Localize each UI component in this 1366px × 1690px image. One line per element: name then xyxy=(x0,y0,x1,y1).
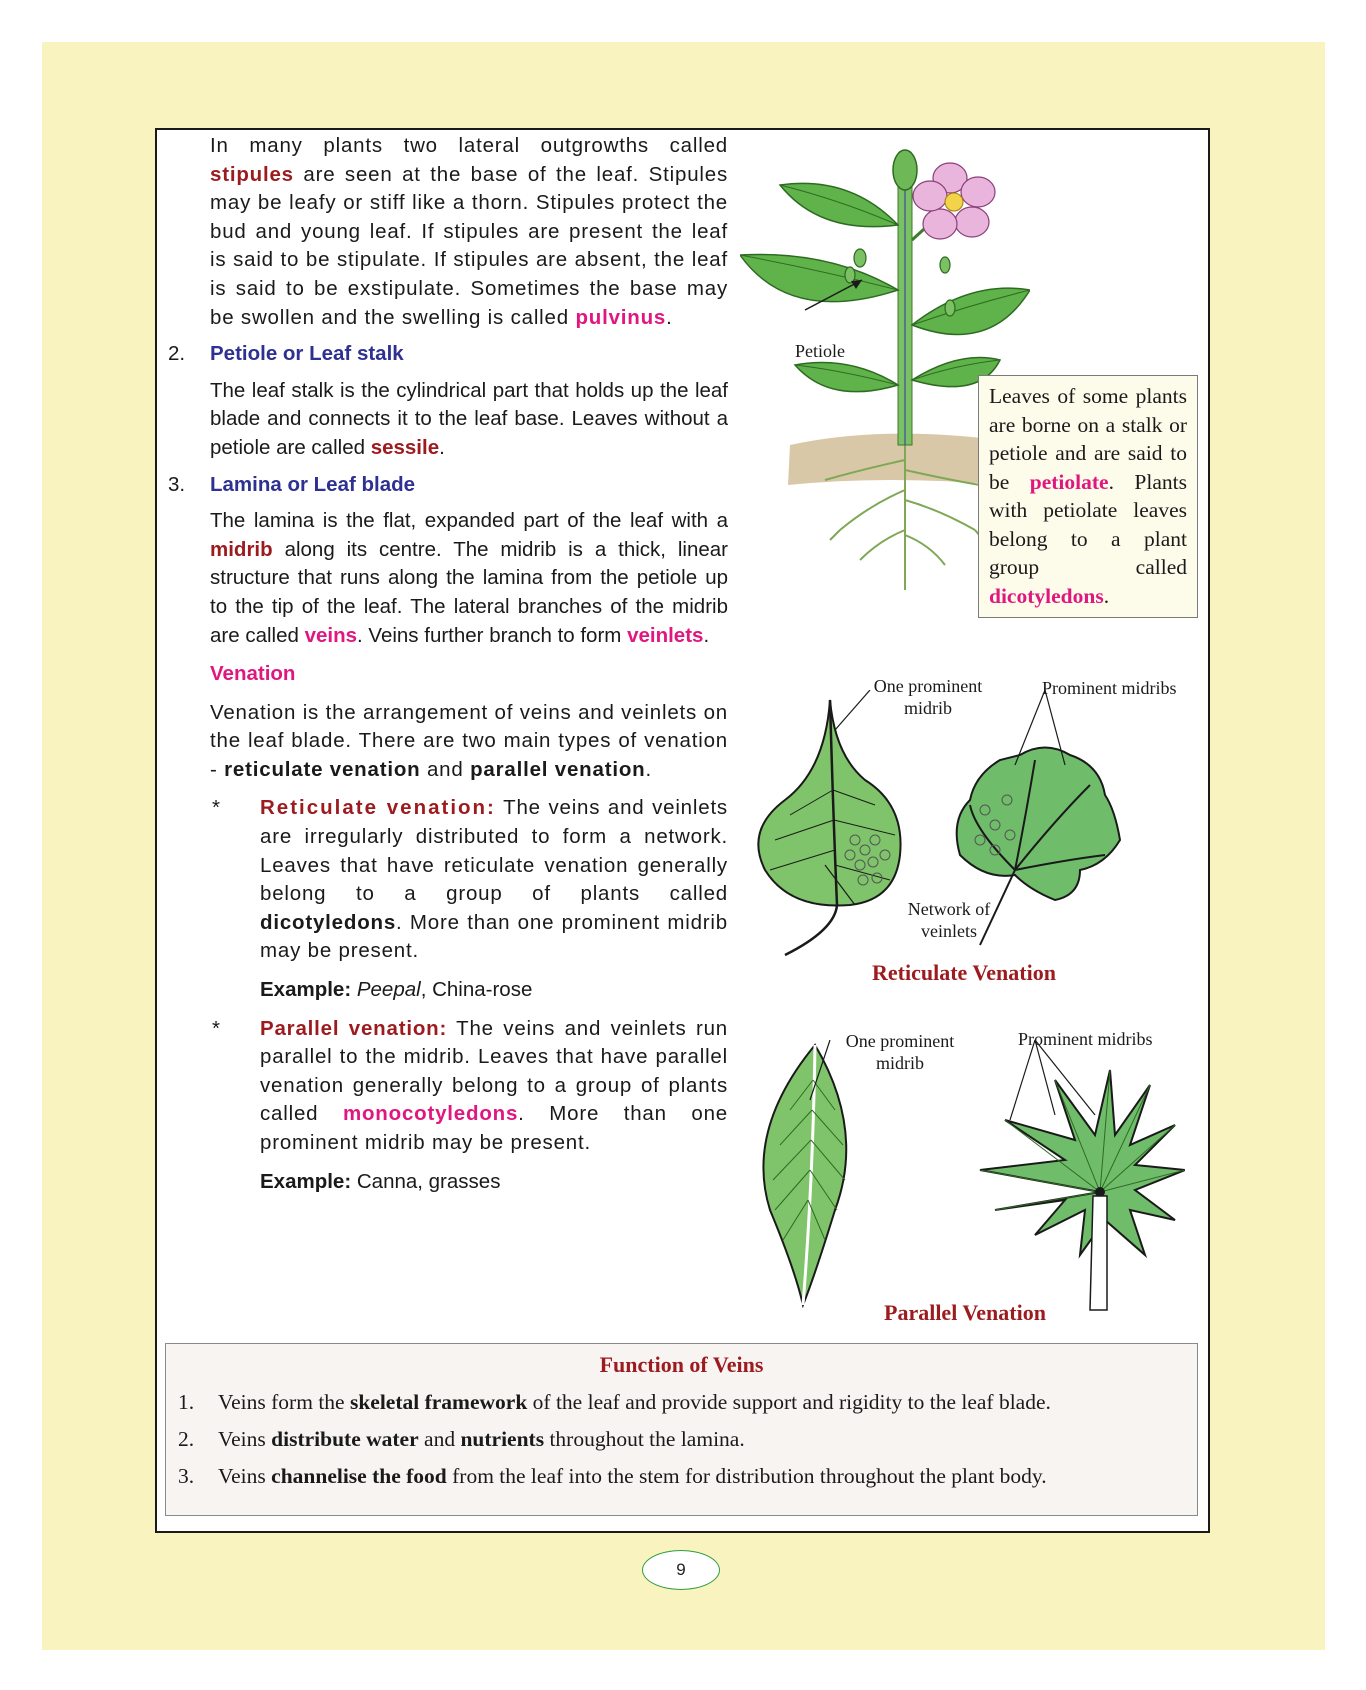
peepal-leaf xyxy=(758,700,900,906)
function-of-veins-box xyxy=(165,1343,1198,1516)
petiole-label: Petiole xyxy=(795,341,845,361)
section-title: Petiole or Leaf stalk xyxy=(210,342,404,366)
bullet-title: Reticulate venation: xyxy=(260,796,496,820)
text: are seen at the base of the leaf. Stipules may be leafy or stiff like a thorn. Stipules protect the bud and young leaf. If stipules are present the leaf is said to be stipulate. If stipules are absent, the leaf is said to be exstipulate. Sometimes the base may be swollen and the swelling is called xyxy=(210,162,728,329)
text: from the leaf into the stem for distribution throughout the plant body. xyxy=(452,1464,1047,1488)
term-dicotyledons: dicotyledons xyxy=(989,583,1104,608)
venation-paragraph xyxy=(210,699,728,785)
text: The leaf stalk is the cylindrical part that holds up the leaf blade and connects it to the leaf base. Leaves without a petiole are called xyxy=(210,378,728,459)
function-item xyxy=(166,1390,1197,1415)
bold-term: distribute water xyxy=(271,1427,419,1451)
parallel-caption: Parallel Venation xyxy=(884,1300,1046,1325)
text: . More than one prominent midrib may be present. xyxy=(260,910,728,963)
bold-term: skeletal framework xyxy=(349,1390,528,1414)
lamina-paragraph xyxy=(210,507,728,650)
text: Venation is the arrangement of veins and veinlets on the leaf blade. There are two main types of venation - xyxy=(210,700,728,781)
function-item xyxy=(166,1427,1197,1452)
label-prominent-midribs: Prominent midribs xyxy=(1042,678,1177,698)
text: . xyxy=(645,757,652,781)
bullet-text xyxy=(260,794,728,966)
text: . More than one prominent midrib may be present. xyxy=(260,1102,728,1154)
venation-heading: Venation xyxy=(210,662,296,686)
section-heading-petiole xyxy=(168,340,728,369)
text: . xyxy=(703,623,710,647)
term-sessile: sessile xyxy=(370,435,440,459)
example-reticulate xyxy=(260,976,728,1005)
text: Leaves of some plants are borne on a stalk or petiole and are said to be xyxy=(989,384,1187,494)
text: Veins xyxy=(218,1464,266,1488)
term-veins: veins xyxy=(304,623,358,647)
bullet-reticulate xyxy=(168,794,728,966)
section-title: Lamina or Leaf blade xyxy=(210,472,416,496)
item-number: 2. xyxy=(178,1427,195,1451)
section-heading-lamina xyxy=(168,471,728,500)
section-number: 3. xyxy=(168,472,186,496)
text: . Plants with petiolate leaves belong to a plant group called xyxy=(989,469,1187,579)
text: The lamina is the flat, expanded part of the leaf with a xyxy=(210,509,728,533)
example-peepal: Peepal xyxy=(356,978,421,1002)
petiolate-callout xyxy=(978,375,1198,618)
page-number-text: 9 xyxy=(676,1560,686,1579)
term-stipules: stipules xyxy=(210,162,294,186)
example-label: Example: xyxy=(260,1169,352,1193)
bold-term: nutrients xyxy=(460,1427,545,1451)
apical-bud xyxy=(893,150,917,190)
item-number: 1. xyxy=(178,1390,195,1414)
text: In many plants two lateral outgrowths called xyxy=(210,134,728,157)
example-text: , China-rose xyxy=(420,978,533,1002)
text: along its centre. The midrib is a thick, linear structure that runs along the lamina from the petiole up to the tip of the leaf. The lateral branches of the midrib are called xyxy=(210,537,729,647)
term-pulvinus: pulvinus xyxy=(575,305,667,329)
term-parallel: parallel venation xyxy=(470,757,646,781)
flower xyxy=(912,163,995,240)
item-text xyxy=(218,1464,1047,1489)
label-network-of-veinlets: Network of veinlets xyxy=(907,899,991,941)
reticulate-caption: Reticulate Venation xyxy=(872,960,1056,985)
text: . Veins further branch to form xyxy=(357,623,622,647)
text-column xyxy=(168,132,728,1196)
function-box-title: Function of Veins xyxy=(599,1352,764,1377)
term-petiolate: petiolate xyxy=(1029,469,1109,494)
china-rose-leaf xyxy=(957,748,1120,901)
text: The veins and veinlets run parallel to the midrib. Leaves that have parallel venation generally belong to a group of plants called xyxy=(260,1016,728,1126)
term-veinlets: veinlets xyxy=(627,623,704,647)
text: of the leaf and provide support and rigidity to the leaf blade. xyxy=(532,1390,1051,1414)
term-monocotyledons: monocotyledons xyxy=(342,1102,519,1126)
label-prominent-midribs: Prominent midribs xyxy=(1018,1029,1153,1049)
term-dicotyledons: dicotyledons xyxy=(260,910,397,934)
example-text: Canna, grasses xyxy=(356,1169,501,1193)
example-label: Example: xyxy=(260,978,352,1002)
text: The veins and veinlets are irregularly distributed to form a network. Leaves that have reticulate venation generally belong to a group of plants called xyxy=(260,796,728,906)
parallel-venation-illustration xyxy=(755,1040,1185,1315)
label-one-prominent-midrib: One prominent midrib xyxy=(845,1031,955,1073)
bullet-star: * xyxy=(212,1016,220,1040)
section-number: 2. xyxy=(168,342,186,366)
soil xyxy=(788,434,1002,485)
bullet-star: * xyxy=(212,796,220,820)
page-number xyxy=(642,1550,720,1590)
text: and xyxy=(426,757,464,781)
text: . xyxy=(1103,583,1110,608)
palm-leaf xyxy=(980,1070,1185,1310)
bold-term: channelise the food xyxy=(271,1464,447,1488)
text: Veins form the xyxy=(218,1390,345,1414)
stipules-paragraph xyxy=(210,132,728,332)
term-reticulate: reticulate venation xyxy=(224,757,421,781)
bullet-parallel xyxy=(168,1015,728,1158)
item-number: 3. xyxy=(178,1464,195,1488)
bullet-text xyxy=(260,1015,728,1158)
text: . xyxy=(666,305,673,329)
petiole-paragraph xyxy=(210,377,728,463)
bullet-title: Parallel venation: xyxy=(260,1016,448,1040)
label-one-prominent-midrib: One prominent midrib xyxy=(873,676,983,718)
item-text xyxy=(218,1390,1051,1415)
text: . xyxy=(439,435,445,459)
text: throughout the lamina. xyxy=(549,1427,745,1451)
text: and xyxy=(424,1427,456,1451)
example-parallel xyxy=(260,1168,728,1197)
function-item xyxy=(166,1464,1197,1489)
text: Veins xyxy=(218,1427,266,1451)
term-midrib: midrib xyxy=(210,537,273,561)
item-text xyxy=(218,1427,745,1452)
